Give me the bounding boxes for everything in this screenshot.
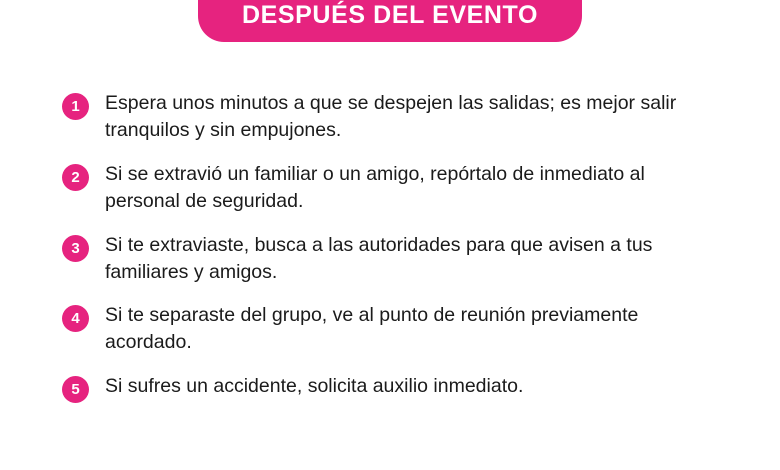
list-item: [62, 373, 720, 403]
list-item-text: Si se extravió un familiar o un amigo, repórtalo de inmediato al personal de seguridad.: [105, 162, 645, 212]
page-title: DESPUÉS DEL EVENTO: [198, 0, 582, 42]
list-item-text: Si te extraviaste, busca a las autoridades para que avisen a tus familiares y amigos.: [105, 233, 653, 283]
list-item-text: Si te separaste del grupo, ve al punto de reunión previamente acordado.: [105, 304, 639, 354]
list-item: [62, 90, 720, 144]
list-item-number-badge: 1: [62, 93, 89, 120]
header: [0, 0, 780, 52]
list-item-number-badge: 5: [62, 376, 89, 403]
list-item-number-badge: 3: [62, 235, 89, 262]
list-item: [62, 161, 720, 215]
list-item-number-badge: 4: [62, 305, 89, 332]
list-item: [62, 302, 720, 356]
list-item-number-badge: 2: [62, 164, 89, 191]
list-item-text: Si sufres un accidente, solicita auxilio inmediato.: [105, 375, 524, 398]
instruction-list: [0, 52, 780, 403]
list-item-text: Espera unos minutos a que se despejen las salidas; es mejor salir tranquilos y sin empujones.: [105, 92, 677, 141]
list-item: [62, 232, 720, 286]
